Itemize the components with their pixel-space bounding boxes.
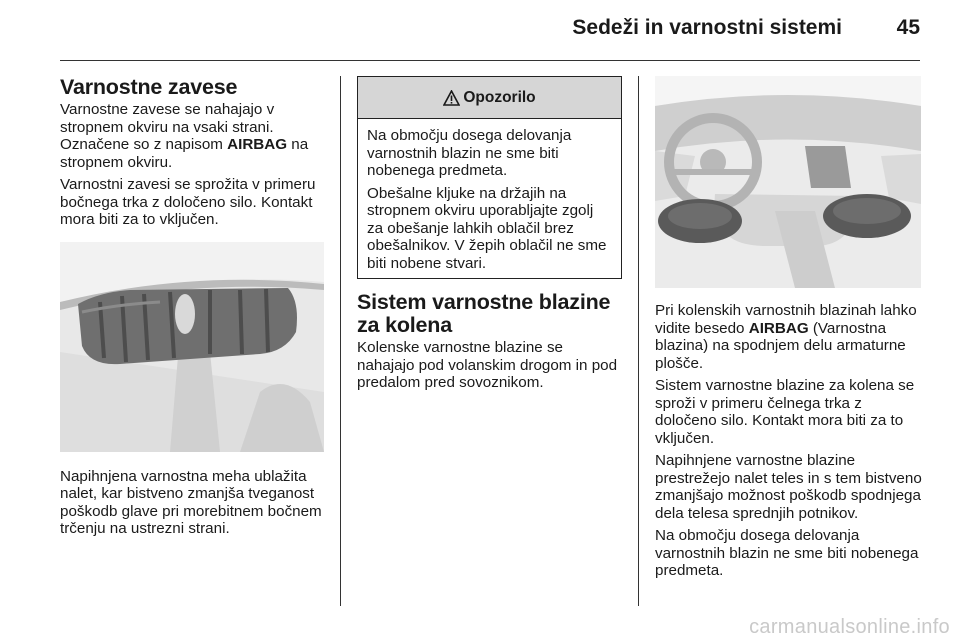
knee-airbag-clearance-paragraph: Na območju dosega delovanja varnostnih blazin ne sme biti nobenega predmeta. [655, 527, 919, 579]
warning-body [358, 119, 621, 278]
column-3 [655, 76, 923, 585]
warning-paragraph-1: Na območju dosega delovanja varnostnih blazin ne sme biti nobenega predmeta. [367, 127, 572, 179]
warning-paragraph-2: Obešalne kljuke na držajih na stropnem okviru uporabljajte zgolj za obešanje lahkih oblačil brez obešalnikov. V žepih oblačil ne sme biti nobene stvari. [367, 184, 607, 272]
curtain-airbag-heading: Varnostne zavese [60, 75, 238, 99]
curtain-airbag-illustration [60, 242, 324, 452]
curtain-airbag-paragraph-2: Varnostni zavesi se sprožita v primeru bočnega trka z določeno silo. Kontakt mora biti za to vključen. [60, 176, 316, 228]
curtain-airbag-paragraph-1: Varnostne zavese se nahajajo v stropnem okviru na vsaki strani. Označene so z napisom AIRBAG na stropnem okviru. [60, 101, 309, 171]
page-header-title: Sedeži in varnostni sistemi [572, 16, 842, 39]
knee-airbag-illustration [655, 76, 921, 288]
page-number: 45 [896, 16, 920, 39]
column-divider-2 [638, 76, 639, 606]
site-watermark: carmanualsonline.info [749, 616, 950, 638]
header-divider [60, 60, 920, 61]
warning-triangle-icon [443, 90, 460, 106]
knee-airbag-label-paragraph: Pri kolenskih varnostnih blazinah lahko vidite besedo AIRBAG (Varnostna blazina) na spodnjem delu armaturne plošče. [655, 302, 917, 372]
warning-title: Opozorilo [463, 88, 536, 106]
column-divider-1 [340, 76, 341, 606]
column-1 [60, 76, 326, 543]
knee-airbag-paragraph-1: Kolenske varnostne blazine se nahajajo pod volanskim drogom in pod predalom pred sovoznikom. [357, 339, 618, 391]
knee-airbag-heading: Sistem varnostne blazine za kolena [357, 290, 611, 337]
column-2 [357, 76, 623, 397]
knee-airbag-protection-paragraph: Napihnjene varnostne blazine prestrežejo nalet teles in s tem bistveno zmanjšajo možnost poškodb spodnjega dela telesa sprednjih potnikov. [655, 452, 922, 522]
warning-box [357, 76, 622, 279]
warning-header [358, 77, 621, 119]
curtain-airbag-caption: Napihnjena varnostna meha ublažita nalet, kar bistveno zmanjša tveganost poškodb glave pri morebitnem bočnem trčenju na ustrezni strani. [60, 467, 322, 537]
knee-airbag-deploy-paragraph: Sistem varnostne blazine za kolena se sproži v primeru čelnega trka z določeno silo. Kontakt mora biti za to vključen. [655, 377, 915, 447]
